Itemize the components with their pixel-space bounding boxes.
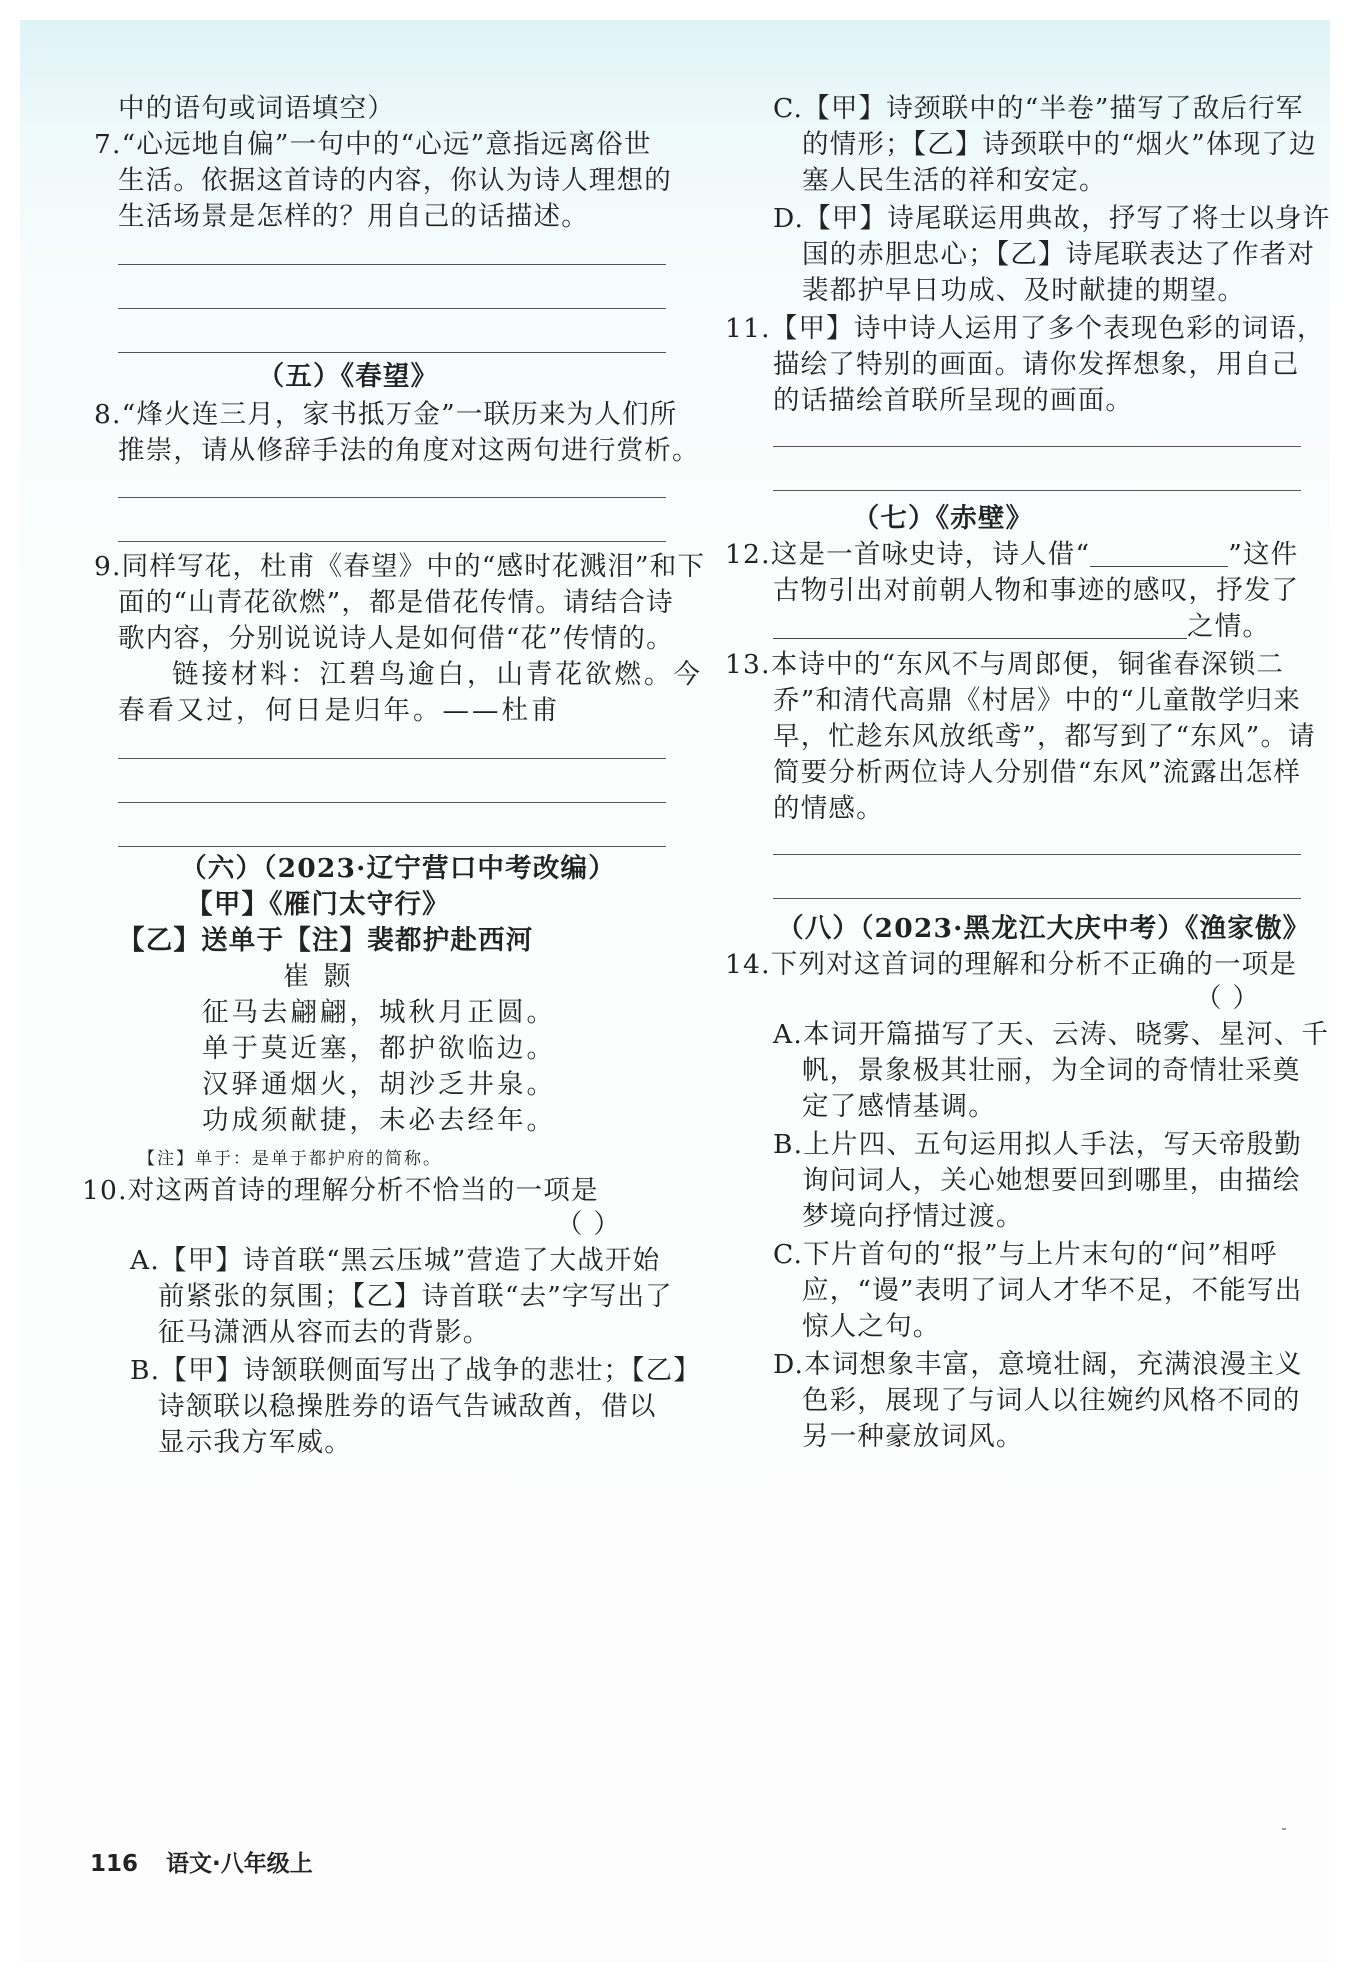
answer-line bbox=[773, 490, 1301, 491]
question-11-line-3: 的话描绘首联所呈现的画面。 bbox=[773, 385, 1134, 416]
option-10b-line-3: 显示我方军威。 bbox=[158, 1427, 352, 1458]
question-10-stem: 10.对这两首诗的理解分析不恰当的一项是 bbox=[82, 1175, 599, 1206]
question-14-answer-bracket: （ ） bbox=[1195, 983, 1261, 1014]
option-10b-line-1: B.【甲】诗颔联侧面写出了战争的悲壮；【乙】 bbox=[130, 1355, 702, 1386]
answer-line bbox=[118, 352, 666, 353]
question-12-text-a: 12.这是一首咏史诗，诗人借“ bbox=[725, 539, 1091, 570]
textbook-page bbox=[20, 20, 1330, 1963]
section-7-heading: （七）《赤壁》 bbox=[852, 503, 1034, 534]
question-12-text-c: 之情。 bbox=[1187, 611, 1271, 642]
question-7-line-3: 生活场景是怎样的？用自己的话描述。 bbox=[118, 201, 589, 232]
option-10d-line-3: 裴都护早日功成、及时献捷的期望。 bbox=[802, 275, 1246, 306]
answer-line bbox=[773, 898, 1301, 899]
option-10c-line-3: 塞人民生活的祥和安定。 bbox=[802, 165, 1107, 196]
question-8-line-1: 8.“烽火连三月，家书抵万金”一联历来为人们所 bbox=[94, 399, 678, 430]
option-10d-line-1: D.【甲】诗尾联运用典故，抒写了将士以身许 bbox=[773, 203, 1331, 234]
option-14c-line-2: 应，“谩”表明了词人才华不足，不能写出 bbox=[802, 1275, 1303, 1306]
option-10a-line-1: A.【甲】诗首联“黑云压城”营造了大战开始 bbox=[130, 1245, 661, 1276]
question-8-line-2: 推崇，请从修辞手法的角度对这两句进行赏析。 bbox=[118, 435, 700, 466]
option-10c-line-2: 的情形；【乙】诗颈联中的“烟火”体现了边 bbox=[802, 129, 1317, 160]
option-10a-line-2: 前紧张的氛围；【乙】诗首联“去”字写出了 bbox=[158, 1281, 673, 1312]
question-9-line-2: 面的“山青花欲燃”，都是借花传情。请结合诗 bbox=[118, 587, 674, 618]
option-14b-line-2: 询问词人，关心她想要回到哪里，由描绘 bbox=[802, 1165, 1301, 1196]
question-7-line-1: 7.“心远地自偏”一句中的“心远”意指远离俗世 bbox=[94, 129, 652, 160]
option-10a-line-3: 征马潇洒从容而去的背影。 bbox=[158, 1317, 491, 1348]
option-14b-line-3: 梦境向抒情过渡。 bbox=[802, 1201, 1024, 1232]
poem-line-2: 单于莫近塞，都护欲临边。 bbox=[202, 1033, 556, 1064]
decorative-mark bbox=[1282, 1828, 1286, 1830]
option-10c-line-1: C.【甲】诗颈联中的“半卷”描写了敌后行军 bbox=[773, 93, 1304, 124]
poem-line-1: 征马去翩翩，城秋月正圆。 bbox=[202, 997, 556, 1028]
question-9-line-3: 歌内容，分别说说诗人是如何借“花”传情的。 bbox=[118, 623, 674, 654]
answer-line bbox=[118, 264, 666, 265]
question-9-line-1: 9.同样写花，杜甫《春望》中的“感时花溅泪”和下 bbox=[94, 551, 706, 582]
question-13-line-3: 早，忙趁东风放纸鸢”，都写到了“东风”。请 bbox=[773, 721, 1316, 752]
option-14a-line-3: 定了感情基调。 bbox=[802, 1091, 996, 1122]
question-11-line-1: 11.【甲】诗中诗人运用了多个表现色彩的词语， bbox=[725, 313, 1325, 344]
answer-line bbox=[118, 541, 666, 542]
fill-blank-12-emotion[interactable] bbox=[773, 612, 1187, 639]
question-13-line-5: 的情感。 bbox=[773, 793, 884, 824]
poem-line-3: 汉驿通烟火，胡沙乏井泉。 bbox=[202, 1069, 556, 1100]
answer-line bbox=[118, 758, 666, 759]
link-material-line-1: 链接材料：江碧鸟逾白，山青花欲燃。今 bbox=[172, 659, 703, 690]
option-14d-line-3: 另一种豪放词风。 bbox=[802, 1421, 1024, 1452]
question-14-stem: 14.下列对这首词的理解和分析不正确的一项是 bbox=[725, 949, 1298, 980]
answer-line bbox=[118, 846, 666, 847]
book-title: 语文·八年级上 bbox=[166, 1851, 313, 1877]
answer-line bbox=[773, 446, 1301, 447]
question-11-line-2: 描绘了特别的画面。请你发挥想象，用自己 bbox=[773, 349, 1300, 380]
question-12-text-b: ”这件 bbox=[1228, 539, 1299, 570]
answer-line bbox=[118, 497, 666, 498]
page-footer bbox=[90, 1845, 313, 1878]
question-12-line-1 bbox=[725, 538, 1298, 572]
option-14d-line-2: 色彩，展现了与词人以往婉约风格不同的 bbox=[802, 1385, 1301, 1416]
option-14c-line-1: C.下片首句的“报”与上片末句的“问”相呼 bbox=[773, 1239, 1278, 1270]
option-10b-line-2: 诗颔联以稳操胜券的语气告诫敌酋，借以 bbox=[158, 1391, 657, 1422]
question-13-line-1: 13.本诗中的“东风不与周郎便，铜雀春深锁二 bbox=[725, 649, 1285, 680]
question-7-line-2: 生活。依据这首诗的内容，你认为诗人理想的 bbox=[118, 165, 672, 196]
question-13-line-2: 乔”和清代高鼎《村居》中的“儿童散学归来 bbox=[773, 685, 1302, 716]
answer-line bbox=[773, 854, 1301, 855]
section-5-heading: （五）《春望》 bbox=[257, 361, 439, 392]
page-number: 116 bbox=[90, 1851, 139, 1877]
answer-line bbox=[118, 308, 666, 309]
question-10-answer-bracket: （ ） bbox=[556, 1209, 622, 1240]
poem-author: 崔 颢 bbox=[282, 961, 354, 992]
question-6-tail: 中的语句或词语填空） bbox=[118, 93, 395, 124]
poem-yi-title: 【乙】送单于【注】裴都护赴西河 bbox=[118, 925, 534, 956]
question-12-line-3 bbox=[773, 610, 1270, 644]
option-14a-line-2: 帆，景象极其壮丽，为全词的奇情壮采奠 bbox=[802, 1055, 1301, 1086]
fill-blank-12-object[interactable] bbox=[1090, 540, 1228, 567]
option-14d-line-1: D.本词想象丰富，意境壮阔，充满浪漫主义 bbox=[773, 1349, 1303, 1380]
link-material-line-2: 春看又过，何日是归年。——杜甫 bbox=[118, 695, 561, 726]
option-14b-line-1: B.上片四、五句运用拟人手法，写天帝殷勤 bbox=[773, 1129, 1302, 1160]
option-14a-line-1: A.本词开篇描写了天、云涛、晓雾、星河、千 bbox=[773, 1019, 1330, 1050]
option-10d-line-2: 国的赤胆忠心；【乙】诗尾联表达了作者对 bbox=[802, 239, 1316, 270]
answer-line bbox=[118, 802, 666, 803]
section-6-heading: （六）（2023·辽宁营口中考改编） bbox=[180, 853, 616, 884]
question-13-line-4: 简要分析两位诗人分别借“东风”流露出怎样 bbox=[773, 757, 1302, 788]
question-12-line-2: 古物引出对前朝人物和事迹的感叹，抒发了 bbox=[773, 575, 1300, 606]
poem-note: 【注】单于：是单于都护府的简称。 bbox=[138, 1149, 442, 1169]
section-8-heading: （八）（2023·黑龙江大庆中考）《渔家傲》 bbox=[777, 913, 1311, 944]
poem-jia-title: 【甲】《雁门太守行》 bbox=[186, 889, 450, 920]
poem-line-4: 功成须献捷，未必去经年。 bbox=[202, 1105, 556, 1136]
option-14c-line-3: 惊人之句。 bbox=[802, 1311, 941, 1342]
